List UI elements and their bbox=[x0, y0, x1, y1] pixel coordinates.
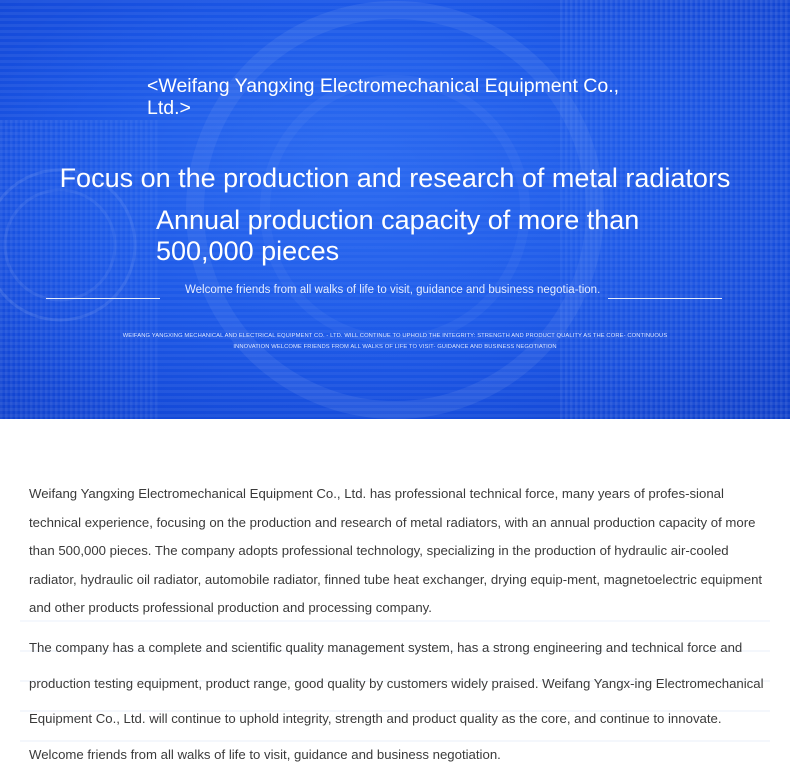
company-tagline-small: WEIFANG YANGXING MECHANICAL AND ELECTRICAL EQUIPMENT CO. - LTD. WILL CONTINUE TO UPHOLD THE INTEGRITY: STRENGTH AND PRODUCT QUALITY AS THE CORE- CONTINUOUS INNOVATION WELCOME FRIENDS FROM ALL WALKS OF LIFE TO VISIT- GUIDANCE AND BUSINESS NEGOTIATION bbox=[122, 333, 668, 350]
left-divider bbox=[46, 298, 160, 299]
intro-paragraph: Weifang Yangxing Electromechanical Equipment Co., Ltd. has professional technical force, many years of profes-sional technical experience, focusing on the production and research of metal radiators, with an annual production capacity of more than 500,000 pieces. The company adopts professional technology, specializing in the production of hydraulic air-cooled radiator, hydraulic oil radiator, automobile radiator, finned tube heat exchanger, drying equip-ment, magnetoelectric equipment and other products professional production and processing company. bbox=[29, 486, 763, 615]
quality-paragraph: The company has a complete and scientific quality management system, has a strong engineering and technical force and production testing equipment, product range, good quality by customers widely praised. Weifang Yangx-ing Electromechanical Equipment Co., Ltd. will continue to uphold integrity, strength and product quality as the core, and continue to innovate. Welcome friends from all walks of life to visit, guidance and business negotiation. bbox=[29, 640, 764, 762]
capacity-headline: Annual production capacity of more than 500,000 pieces bbox=[156, 205, 640, 266]
welcome-subtext: Welcome friends from all walks of life to visit, guidance and business negotia-tion. bbox=[185, 284, 601, 296]
right-divider bbox=[608, 298, 722, 299]
company-name-heading: <Weifang Yangxing Electromechanical Equipment Co., Ltd.> bbox=[147, 75, 620, 119]
focus-headline: Focus on the production and research of metal radiators bbox=[59, 163, 731, 193]
